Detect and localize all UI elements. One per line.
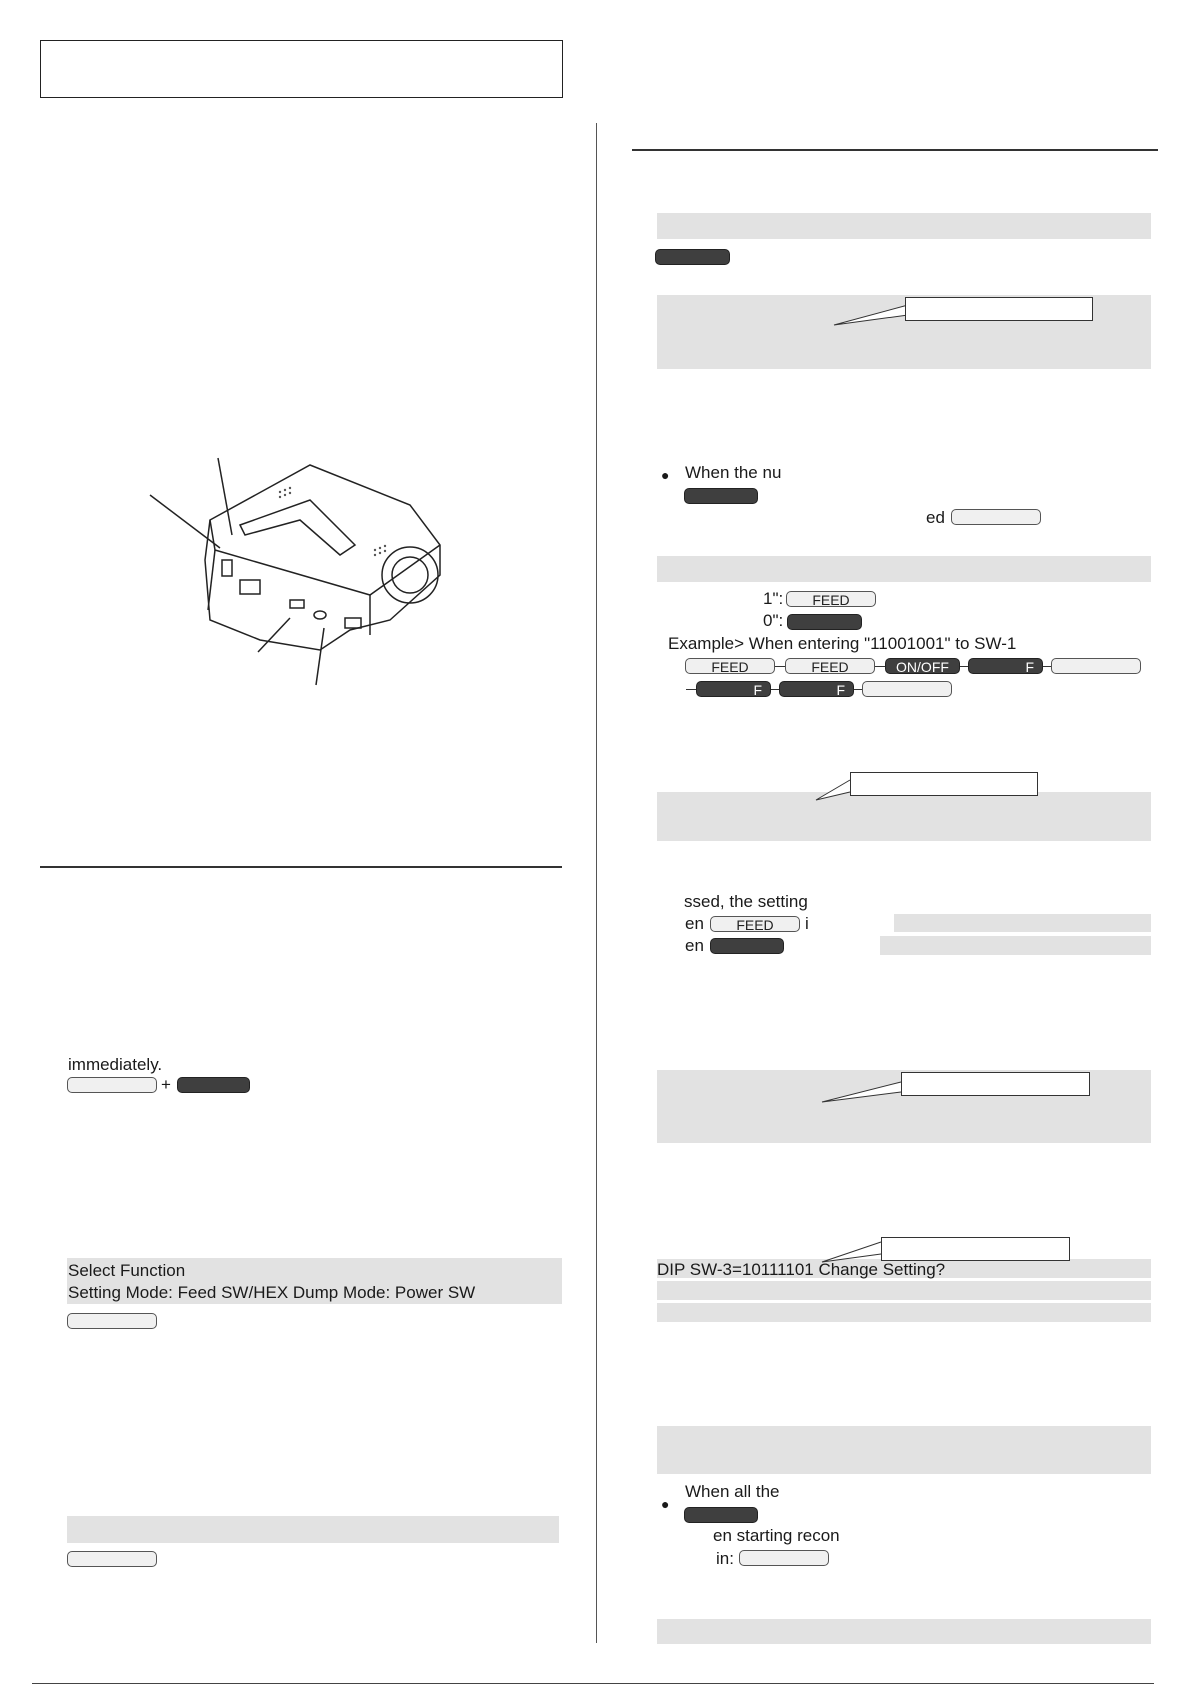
en-starting-text: en starting recon [713,1526,840,1545]
right-button-light-2[interactable] [739,1550,829,1566]
column-divider [596,123,597,1643]
in-text: in: [716,1549,734,1568]
seq-dash-7 [854,689,862,690]
right-button-dark-5[interactable] [684,1507,758,1523]
bullet-2: ● [661,1496,670,1512]
callout-box-4 [881,1237,1070,1261]
callout-box-3 [901,1072,1090,1096]
seq-f-label-1: F [1025,659,1034,675]
left-button-light-3[interactable] [67,1551,157,1567]
zero-label: 0": [763,611,784,630]
en-text-2: en [685,936,704,955]
seq-feed-button-2[interactable]: FEED [785,658,875,674]
feed-button-2[interactable]: FEED [710,916,800,932]
ed-text: ed [926,508,945,527]
left-button-dark-1[interactable] [177,1077,250,1093]
right-shaded-bar-4 [880,936,1151,955]
right-shaded-box-4 [657,1426,1151,1474]
seq-feed-button-1[interactable]: FEED [685,658,775,674]
left-shaded-box-2 [67,1516,559,1543]
seq-f-button-1[interactable] [968,658,1043,674]
page-bottom-rule [32,1683,1154,1684]
seq-f-label-3: F [836,682,845,698]
ssed-text: ssed, the setting [684,892,808,911]
right-shaded-bar-3 [894,914,1151,932]
seq-dash-6 [771,689,779,690]
seq-dash-4 [1043,666,1051,667]
right-button-dark-4[interactable] [710,938,784,954]
en-text-1: en [685,914,704,933]
select-function-text: Select Function [68,1261,186,1280]
when-the-nu-text: When the nu [685,463,782,482]
seq-onoff-button-1[interactable]: ON/OFF [885,658,960,674]
dip-sw-text: DIP SW-3=10111101 Change Setting? [657,1260,946,1279]
bullet-1: ● [661,467,670,483]
callout-pointer-3 [818,1080,903,1104]
right-shaded-bar-6 [657,1281,1151,1300]
plus-sign: + [161,1075,171,1094]
one-label: 1": [763,589,784,608]
right-button-light-1[interactable] [951,509,1041,525]
seq-light-button-2[interactable] [862,681,952,697]
right-shaded-bar-8 [657,1619,1151,1644]
i-text: i [805,914,809,933]
left-button-light-2[interactable] [67,1313,157,1329]
left-section-rule [40,866,562,868]
right-shaded-bar-7 [657,1303,1151,1322]
setting-mode-text: Setting Mode: Feed SW/HEX Dump Mode: Power SW [68,1283,476,1302]
callout-pointer-2 [812,778,852,802]
seq-dash-3 [960,666,968,667]
right-button-dark-1[interactable] [655,249,730,265]
right-section-rule [632,149,1158,151]
title-box [40,40,563,98]
seq-light-button-1[interactable] [1051,658,1141,674]
example-text: Example> When entering "11001001" to SW-1 [668,634,1017,653]
seq-dash-1 [775,666,785,667]
right-button-dark-3[interactable] [787,614,862,630]
seq-f-button-2[interactable] [696,681,771,697]
right-shaded-box-2 [657,792,1151,841]
printer-illustration [140,450,470,700]
seq-f-button-3[interactable] [779,681,854,697]
left-text-immediately: immediately. [68,1055,163,1074]
seq-dash-2 [875,666,885,667]
left-button-light-1[interactable] [67,1077,157,1093]
when-all-text: When all the [685,1482,780,1501]
right-button-dark-2[interactable] [684,488,758,504]
callout-pointer-1 [830,303,910,327]
seq-f-label-2: F [753,682,762,698]
right-shaded-bar-2 [657,556,1151,582]
callout-box-2 [850,772,1038,796]
feed-button-1[interactable]: FEED [786,591,876,607]
callout-box-1 [905,297,1093,321]
right-shaded-bar-1 [657,213,1151,239]
seq-dash-5 [686,689,696,690]
